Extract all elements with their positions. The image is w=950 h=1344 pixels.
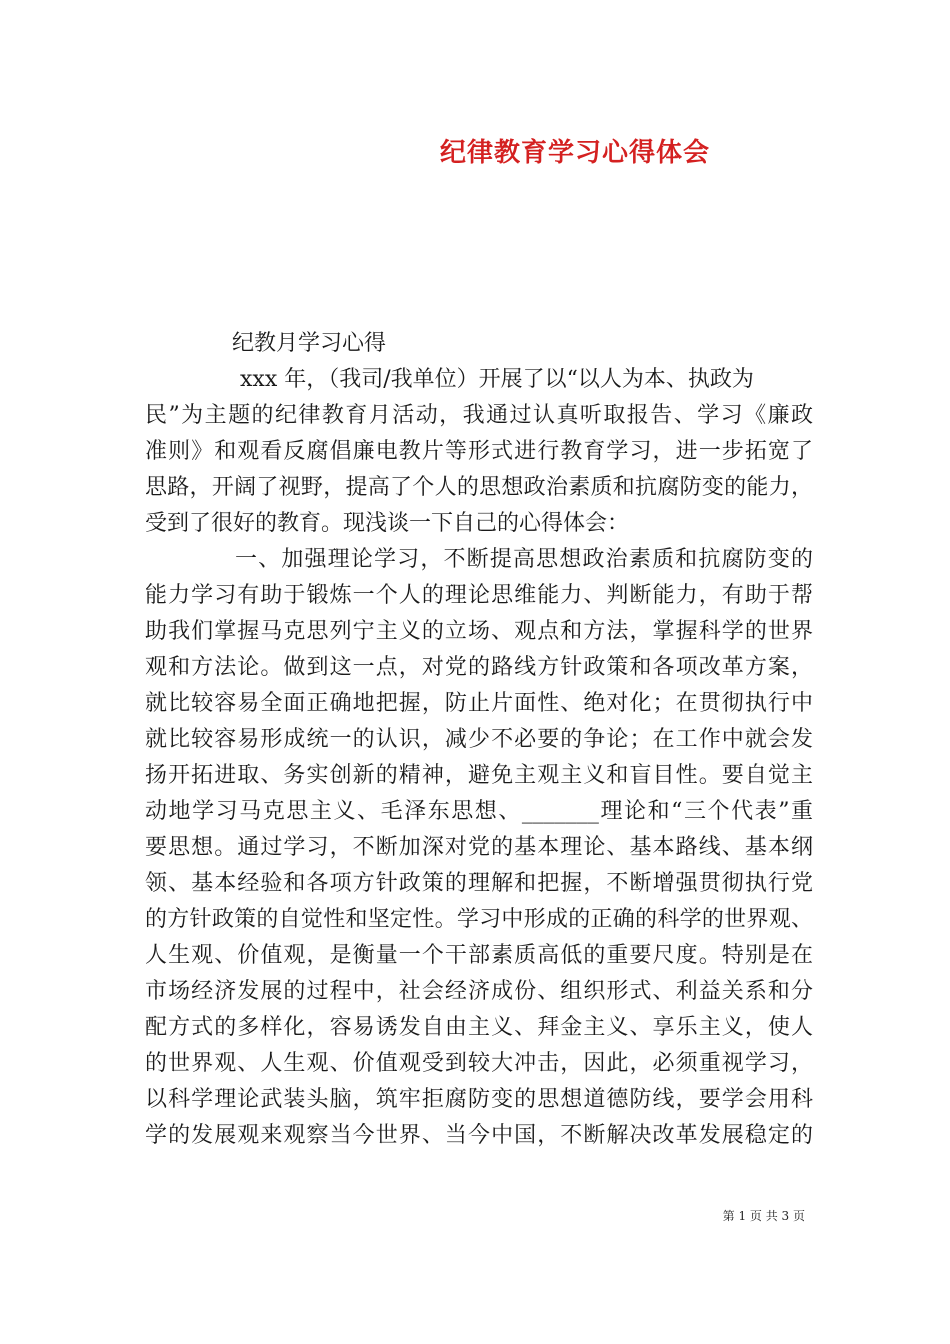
text-line: 要思想。通过学习，不断加深对党的基本理论、基本路线、基本纲 — [145, 835, 813, 860]
text-line: 就比较容易形成统一的认识，减少不必要的争论；在工作中就会发 — [145, 727, 813, 752]
text-line: 市场经济发展的过程中，社会经济成份、组织形式、利益关系和分 — [145, 979, 813, 1004]
text-line: 的方针政策的自觉性和坚定性。学习中形成的正确的科学的世界观、 — [145, 907, 813, 932]
text-line: 就比较容易全面正确地把握，防止片面性、绝对化；在贯彻执行中 — [145, 691, 813, 716]
text-line: 领、基本经验和各项方针政策的理解和把握，不断增强贯彻执行党 — [145, 871, 813, 896]
text-line: 助我们掌握马克思列宁主义的立场、观点和方法，掌握科学的世界 — [145, 619, 813, 644]
page-number-footer: 第 1 页 共 3 页 — [722, 1209, 805, 1223]
text-line: 准则》和观看反腐倡廉电教片等形式进行教育学习，进一步拓宽了 — [145, 439, 813, 464]
text-line: 人生观、价值观，是衡量一个干部素质高低的重要尺度。特别是在 — [145, 943, 813, 968]
text-line: 的世界观、人生观、价值观受到较大冲击，因此，必须重视学习， — [145, 1051, 813, 1076]
text-line: 民”为主题的纪律教育月活动，我通过认真听取报告、学习《廉政 — [145, 403, 813, 428]
text-line: 动地学习马克思主义、毛泽东思想、_______理论和“三个代表”重 — [145, 799, 813, 824]
text-line: 扬开拓进取、务实创新的精神，避免主观主义和盲目性。要自觉主 — [145, 763, 813, 788]
section-subtitle: 纪教月学习心得 — [232, 331, 387, 356]
text-line: 一、加强理论学习，不断提高思想政治素质和抗腐防变的 — [235, 547, 813, 572]
text-line: 配方式的多样化，容易诱发自由主义、拜金主义、享乐主义，使人 — [145, 1015, 813, 1040]
text-line: 受到了很好的教育。现浅谈一下自己的心得体会： — [145, 511, 630, 536]
text-line: 以科学理论武装头脑，筑牢拒腐防变的思想道德防线，要学会用科 — [145, 1087, 813, 1112]
document-title: 纪律教育学习心得体会 — [439, 138, 710, 168]
text-line: 能力学习有助于锻炼一个人的理论思维能力、判断能力，有助于帮 — [145, 583, 813, 608]
text-line: 思路，开阔了视野，提高了个人的思想政治素质和抗腐防变的能力， — [145, 475, 813, 500]
body-text — [145, 362, 813, 1154]
text-line: 学的发展观来观察当今世界、当今中国，不断解决改革发展稳定的 — [145, 1123, 813, 1148]
text-line: xxx 年，（我司/我单位）开展了以“以人为本、执政为 — [240, 367, 754, 392]
text-line: 观和方法论。做到这一点，对党的路线方针政策和各项改革方案， — [145, 655, 813, 680]
